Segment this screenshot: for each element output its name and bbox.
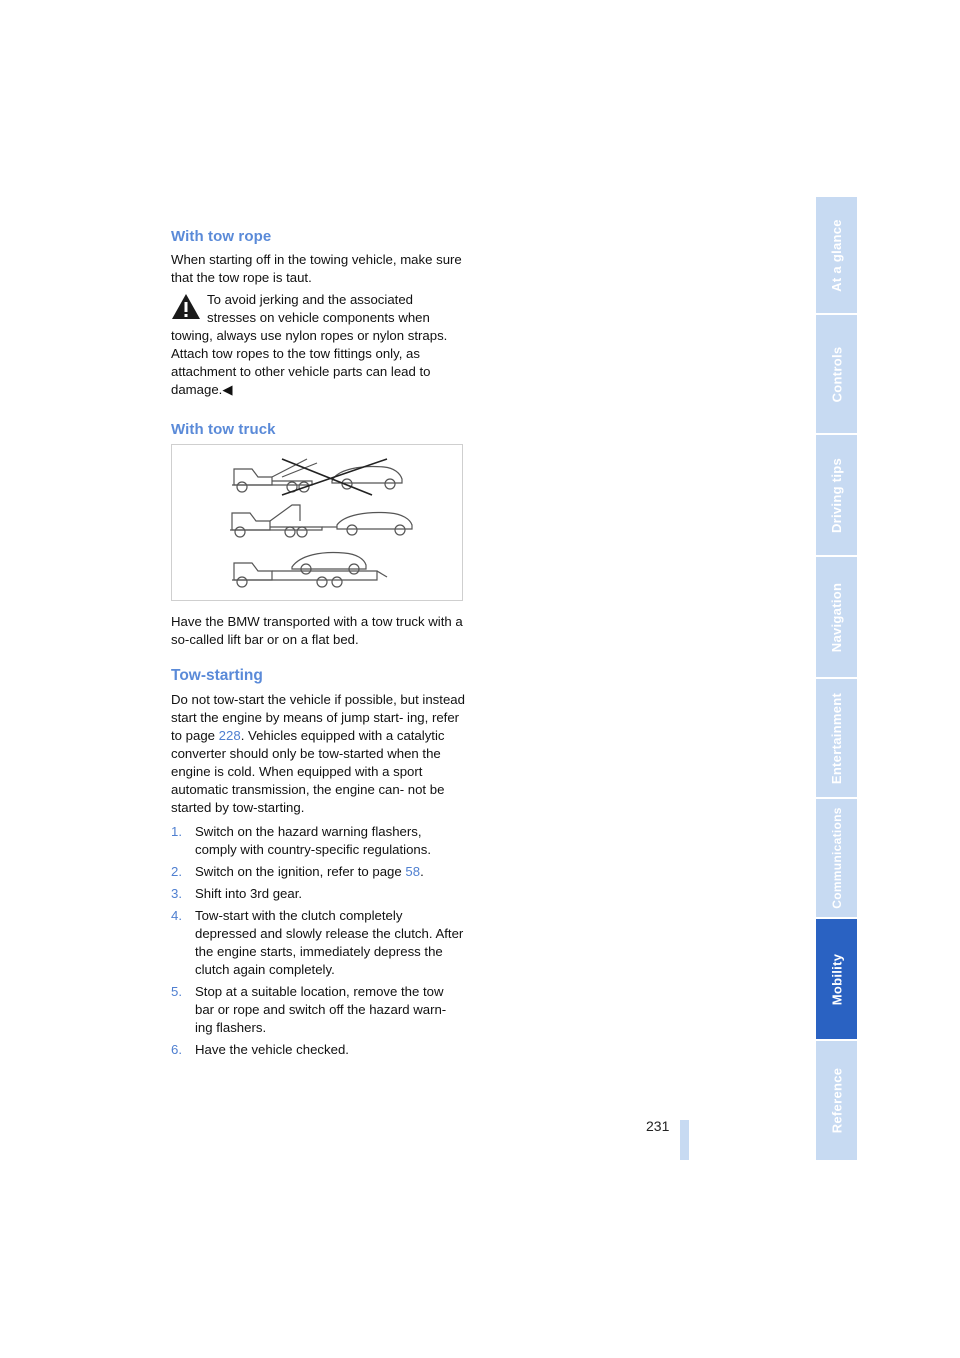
tow-truck-illustration xyxy=(171,444,463,601)
tab-communications[interactable] xyxy=(816,799,857,917)
step-text: Have the vehicle checked. xyxy=(195,1042,349,1057)
tow-truck-row-2 xyxy=(230,505,412,537)
step-text: Switch on the hazard warning flashers, comply with country-specific regulations. xyxy=(195,824,432,857)
chapter-sidebar xyxy=(816,197,857,1160)
warning-icon xyxy=(171,293,201,320)
step-number: 4. xyxy=(171,908,182,923)
heading-with-tow-truck: With tow truck xyxy=(171,421,276,438)
end-mark: ◀ xyxy=(222,382,233,397)
tab-mobility[interactable] xyxy=(816,919,857,1039)
step-number: 5. xyxy=(171,984,182,999)
tab-label: Reference xyxy=(829,1067,845,1134)
page-link-228[interactable]: 228 xyxy=(218,728,241,743)
page-marker xyxy=(680,1120,689,1160)
warning-text xyxy=(171,327,466,399)
warning-block xyxy=(171,291,466,399)
tab-label: Entertainment xyxy=(829,692,844,784)
step-text-after: . xyxy=(420,864,424,879)
page-number: 231 xyxy=(646,1118,670,1134)
list-item xyxy=(171,1041,466,1059)
tab-entertainment[interactable] xyxy=(816,679,857,797)
tab-label: Controls xyxy=(829,346,844,402)
step-text: Stop at a suitable location, remove the tow bar or rope and switch off the hazard warn- ing flashers. xyxy=(195,984,447,1035)
tow-truck-drawing xyxy=(172,445,462,600)
tab-label: Communications xyxy=(829,807,844,909)
step-text: Switch on the ignition, refer to page xyxy=(195,864,406,879)
warning-line-1: To avoid jerking and the associated xyxy=(207,292,414,307)
list-item xyxy=(171,885,466,903)
tow-rope-paragraph: When starting off in the towing vehicle, make sure that the tow rope is taut. xyxy=(171,252,462,285)
list-item xyxy=(171,823,466,859)
tow-starting-paragraph xyxy=(171,691,466,817)
tab-label: Driving tips xyxy=(829,457,845,533)
step-text: Shift into 3rd gear. xyxy=(195,886,303,901)
tab-reference[interactable] xyxy=(816,1041,857,1160)
tow-truck-row-1 xyxy=(232,459,402,495)
tow-truck-paragraph: Have the BMW transported with a tow truck with a so-called lift bar or on a flat bed. xyxy=(171,614,463,647)
tab-driving-tips[interactable] xyxy=(816,435,857,555)
list-item xyxy=(171,863,466,881)
heading-tow-starting: Tow-starting xyxy=(171,667,263,684)
step-number: 3. xyxy=(171,886,182,901)
tab-controls[interactable] xyxy=(816,315,857,433)
tab-navigation[interactable] xyxy=(816,557,857,677)
tab-at-a-glance[interactable] xyxy=(816,197,857,313)
tab-label: Navigation xyxy=(829,582,844,652)
tow-starting-text-a: Do not tow-start the vehicle if possible, but instead start the engine by means of jump start- ing, refer to page xyxy=(171,692,465,743)
warning-rest: towing, always use nylon ropes or nylon straps. Attach tow ropes to the tow fittings only, as attachment to other vehicle parts can lead to damage. xyxy=(171,328,448,397)
page-link-58[interactable]: 58 xyxy=(405,864,421,879)
step-number: 2. xyxy=(171,864,182,879)
tab-label: Mobility xyxy=(829,953,845,1005)
tow-starting-text-b: . Vehicles equipped with a catalytic converter should only be tow-started when the engine is cold. When equipped with a sport automatic transmission, the engine can- not be started by tow-starting. xyxy=(171,728,445,815)
warning-line-2: stresses on vehicle components when xyxy=(207,310,430,325)
list-item xyxy=(171,907,466,979)
step-number: 1. xyxy=(171,824,182,839)
tow-start-steps xyxy=(171,823,466,1059)
main-content xyxy=(171,228,466,1063)
list-item xyxy=(171,983,466,1037)
tow-truck-row-3 xyxy=(232,553,387,587)
heading-with-tow-rope: With tow rope xyxy=(171,228,272,245)
step-text: Tow-start with the clutch completely depressed and slowly release the clutch. After the engine starts, immediately depress the clutch again completely. xyxy=(195,908,464,977)
tab-label: At a glance xyxy=(829,218,844,292)
step-number: 6. xyxy=(171,1042,182,1057)
